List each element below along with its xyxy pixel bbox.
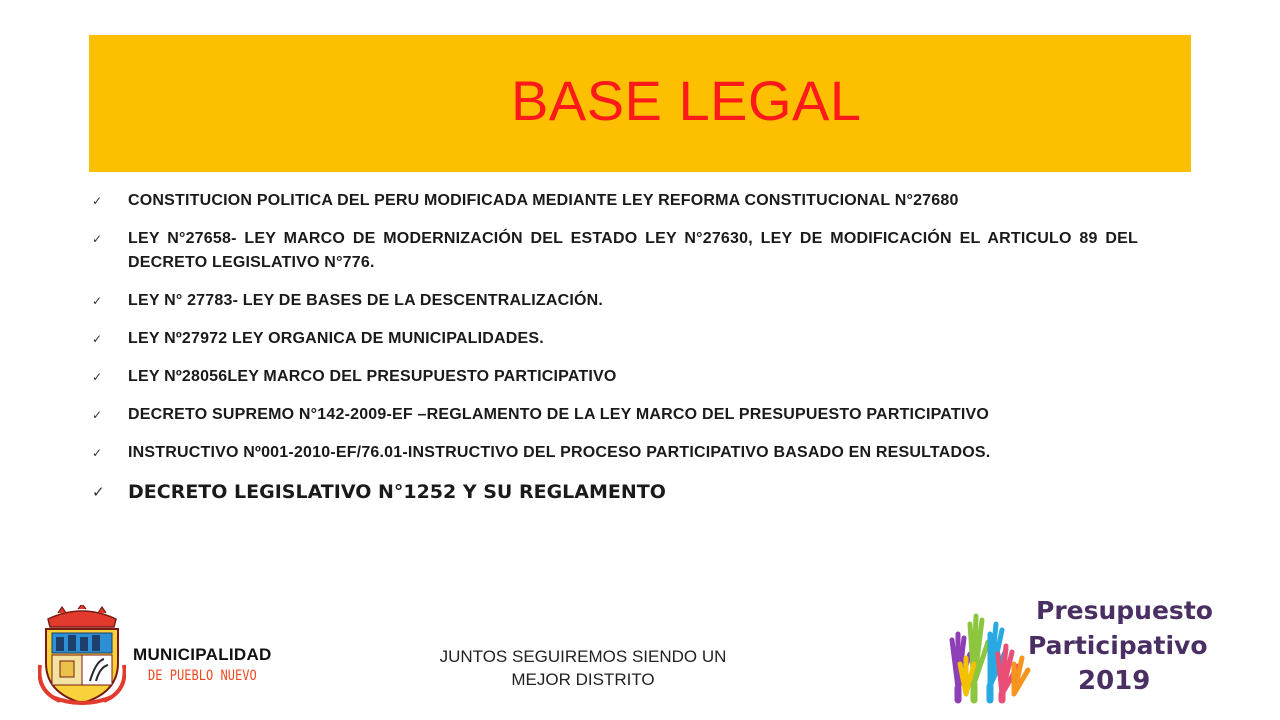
check-icon: ✓	[92, 408, 103, 422]
list-item-text: LEY N°27658- LEY MARCO DE MODERNIZACIÓN DEL ESTADO LEY N°27630, LEY DE MODIFICACIÓN EL ARTICULO 89 DEL DECRETO LEGISLATIVO N°776.	[128, 230, 1138, 271]
municipal-crest-icon	[38, 605, 126, 705]
check-icon: ✓	[92, 370, 103, 384]
check-icon: ✓	[92, 232, 103, 246]
page-title: BASE LEGAL	[511, 69, 862, 132]
list-item	[92, 227, 1138, 275]
list-item-text: CONSTITUCION POLITICA DEL PERU MODIFICADA MEDIANTE LEY REFORMA CONSTITUCIONAL N°27680	[128, 192, 959, 209]
list-item-text: DECRETO SUPREMO N°142-2009-EF –REGLAMENTO DE LA LEY MARCO DEL PRESUPUESTO PARTICIPATIVO	[128, 406, 989, 423]
list-item-text: DECRETO LEGISLATIVO N°1252 Y SU REGLAMENTO	[128, 481, 666, 503]
list-item	[92, 189, 1138, 213]
title-banner	[89, 35, 1191, 172]
municipality-name: MUNICIPALIDAD	[133, 645, 272, 664]
check-icon: ✓	[92, 483, 105, 501]
municipality-place: DE PUEBLO NUEVO	[148, 668, 257, 684]
check-icon: ✓	[92, 446, 103, 460]
list-item	[92, 365, 1138, 389]
list-item-highlight	[92, 479, 1138, 505]
slogan: JUNTOS SEGUIREMOS SIENDO UN MEJOR DISTRITO	[439, 647, 727, 689]
list-item	[92, 441, 1138, 465]
list-item	[92, 289, 1138, 313]
check-icon: ✓	[92, 294, 103, 308]
list-item	[92, 327, 1138, 351]
raised-hands-icon	[944, 594, 1034, 704]
presupuesto-participativo-logo	[944, 594, 1230, 704]
check-icon: ✓	[92, 194, 103, 208]
logo-line-1: Presupuesto	[1036, 596, 1213, 625]
list-item-text: INSTRUCTIVO Nº001-2010-EF/76.01-INSTRUCTIVO DEL PROCESO PARTICIPATIVO BASADO EN RESULTADOS.	[128, 444, 991, 461]
logo-line-3: 2019	[1078, 666, 1151, 696]
list-item-text: LEY Nº27972 LEY ORGANICA DE MUNICIPALIDADES.	[128, 330, 544, 347]
list-item	[92, 403, 1138, 427]
check-icon: ✓	[92, 332, 103, 346]
logo-line-2: Participativo	[1028, 631, 1208, 660]
legal-basis-list	[92, 189, 1138, 519]
list-item-text: LEY N° 27783- LEY DE BASES DE LA DESCENTRALIZACIÓN.	[128, 292, 604, 309]
list-item-text: LEY Nº28056LEY MARCO DEL PRESUPUESTO PARTICIPATIVO	[128, 368, 617, 385]
